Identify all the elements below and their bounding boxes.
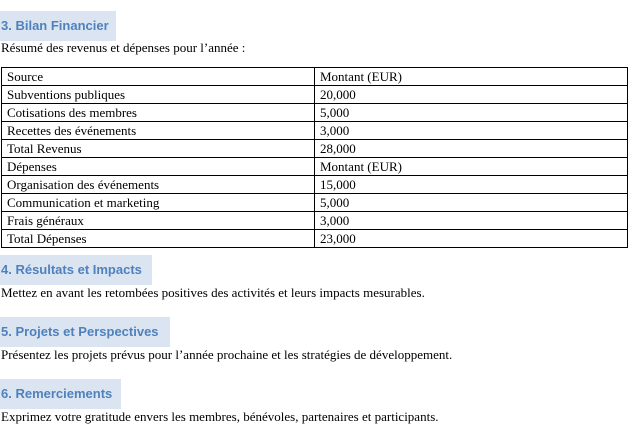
amount-cell: 3,000 bbox=[315, 212, 628, 230]
amount-cell: 3,000 bbox=[315, 122, 628, 140]
remerciements-text: Exprimez votre gratitude envers les membres, bénévoles, partenaires et participants. bbox=[1, 409, 439, 424]
label-cell: Dépenses bbox=[2, 158, 315, 176]
table-row bbox=[2, 140, 628, 158]
label-cell: Frais généraux bbox=[2, 212, 315, 230]
resultats-text: Mettez en avant les retombées positives des activités et leurs impacts mesurables. bbox=[1, 285, 425, 300]
table-row bbox=[2, 212, 628, 230]
amount-cell: 23,000 bbox=[315, 230, 628, 248]
label-cell: Cotisations des membres bbox=[2, 104, 315, 122]
section-heading-bilan: 3. Bilan Financier bbox=[0, 11, 116, 41]
amount-cell: Montant (EUR) bbox=[315, 158, 628, 176]
label-cell: Total Dépenses bbox=[2, 230, 315, 248]
table-row bbox=[2, 68, 628, 86]
table-row bbox=[2, 176, 628, 194]
label-cell: Organisation des événements bbox=[2, 176, 315, 194]
table-row bbox=[2, 158, 628, 176]
label-cell: Subventions publiques bbox=[2, 86, 315, 104]
label-cell: Total Revenus bbox=[2, 140, 315, 158]
amount-cell: 15,000 bbox=[315, 176, 628, 194]
amount-cell: 28,000 bbox=[315, 140, 628, 158]
amount-cell: 5,000 bbox=[315, 194, 628, 212]
section-heading-projets: 5. Projets et Perspectives bbox=[0, 317, 170, 347]
amount-cell: Montant (EUR) bbox=[315, 68, 628, 86]
amount-cell: 5,000 bbox=[315, 104, 628, 122]
table-row bbox=[2, 122, 628, 140]
table-row bbox=[2, 86, 628, 104]
label-cell: Recettes des événements bbox=[2, 122, 315, 140]
table-row bbox=[2, 104, 628, 122]
section-heading-resultats: 4. Résultats et Impacts bbox=[0, 255, 152, 285]
label-cell: Source bbox=[2, 68, 315, 86]
section-heading-remerciements: 6. Remerciements bbox=[0, 379, 121, 409]
financial-table bbox=[1, 67, 628, 248]
amount-cell: 20,000 bbox=[315, 86, 628, 104]
table-row bbox=[2, 194, 628, 212]
table-row bbox=[2, 230, 628, 248]
projets-text: Présentez les projets prévus pour l’année prochaine et les stratégies de développement. bbox=[1, 347, 453, 362]
label-cell: Communication et marketing bbox=[2, 194, 315, 212]
bilan-intro-text: Résumé des revenus et dépenses pour l’année : bbox=[1, 40, 246, 55]
